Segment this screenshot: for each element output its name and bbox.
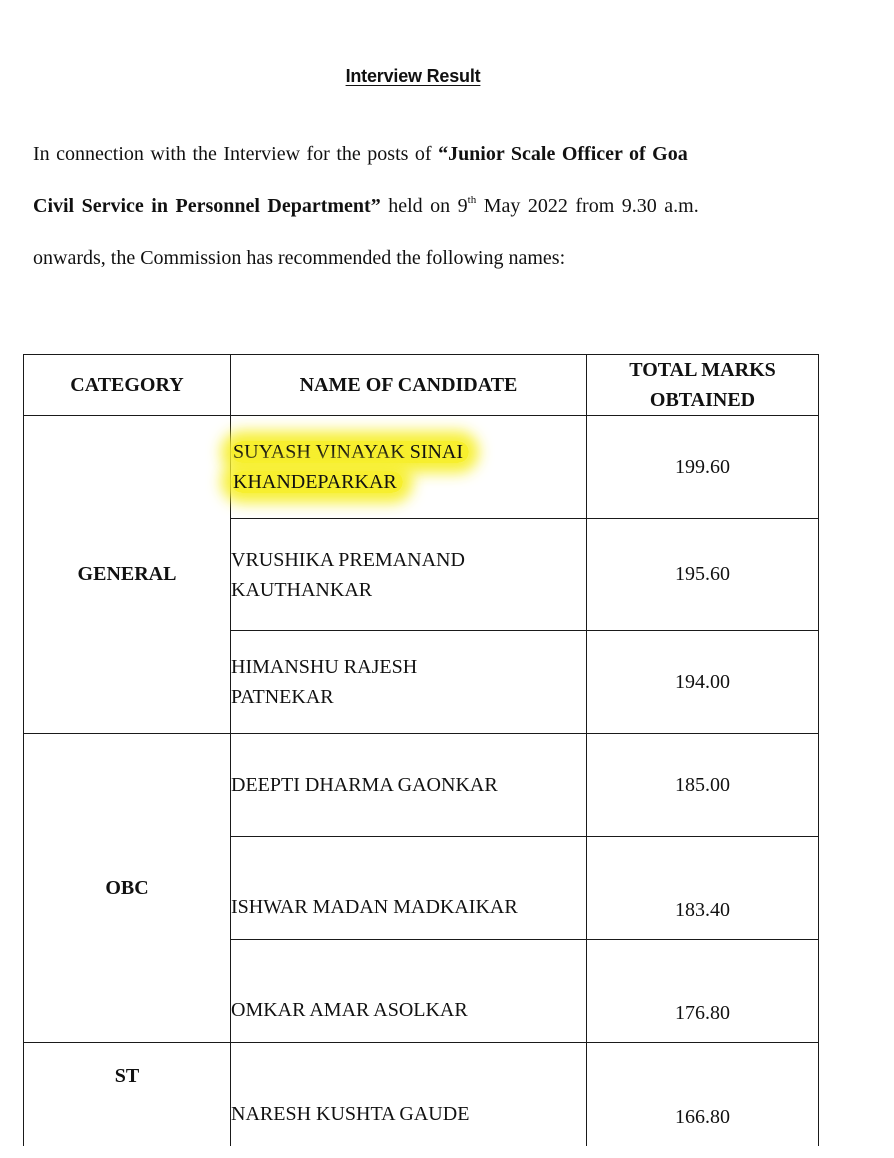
intro-line-1-text: In connection with the Interview for the posts of	[33, 143, 439, 165]
candidate-name-line1: SUYASH VINAYAK SINAI	[233, 441, 464, 463]
page-title: Interview Result	[345, 66, 481, 86]
candidate-marks: 185.00	[587, 734, 819, 837]
candidate-name-cell: OMKAR AMAR ASOLKAR	[231, 940, 587, 1043]
candidate-marks: 166.80	[587, 1043, 819, 1146]
candidate-name-cell	[231, 416, 587, 519]
candidate-name-line2: KHANDEPARKAR	[233, 471, 397, 493]
date-superscript: th	[467, 194, 477, 206]
highlighted-candidate-name	[231, 441, 469, 493]
header-total-marks-line2: OBTAINED	[649, 389, 756, 411]
intro-line-1	[33, 143, 803, 166]
header-candidate-name: NAME OF CANDIDATE	[231, 355, 587, 416]
results-table	[23, 354, 819, 1146]
candidate-name-line2: KAUTHANKAR	[231, 578, 373, 601]
candidate-name-cell	[231, 519, 587, 631]
candidate-marks: 199.60	[587, 416, 819, 519]
candidate-marks: 183.40	[587, 837, 819, 940]
candidate-name-line1: HIMANSHU RAJESH	[231, 656, 418, 678]
candidate-marks: 194.00	[587, 631, 819, 734]
held-on-text: held on 9	[380, 195, 468, 217]
candidate-name-line2: PATNEKAR	[231, 686, 334, 708]
intro-line-2	[33, 195, 803, 218]
table-row	[24, 416, 819, 519]
date-time-text: May 2022 from 9.30 a.m.	[476, 195, 699, 217]
candidate-marks: 195.60	[587, 519, 819, 631]
table-row	[24, 734, 819, 837]
post-name-part-2: Civil Service in Personnel Department”	[33, 195, 381, 217]
category-general: GENERAL	[24, 416, 231, 734]
table-row	[24, 1043, 819, 1146]
candidate-name-cell	[231, 631, 587, 734]
header-total-marks-line1: TOTAL MARKS	[629, 359, 776, 381]
post-name-part-1: “Junior Scale Officer of Goa	[438, 143, 688, 165]
header-total-marks	[587, 355, 819, 416]
table-header-row	[24, 355, 819, 416]
header-category: CATEGORY	[24, 355, 231, 416]
candidate-name-line1: VRUSHIKA PREMANAND	[231, 548, 465, 571]
candidate-name-cell: ISHWAR MADAN MADKAIKAR	[231, 837, 587, 940]
intro-line-3: onwards, the Commission has recommended the following names:	[33, 247, 566, 269]
candidate-marks: 176.80	[587, 940, 819, 1043]
candidate-name-cell: NARESH KUSHTA GAUDE	[231, 1043, 587, 1146]
candidate-name-cell: DEEPTI DHARMA GAONKAR	[231, 734, 587, 837]
category-obc: OBC	[24, 734, 231, 1043]
category-st: ST	[24, 1043, 231, 1146]
